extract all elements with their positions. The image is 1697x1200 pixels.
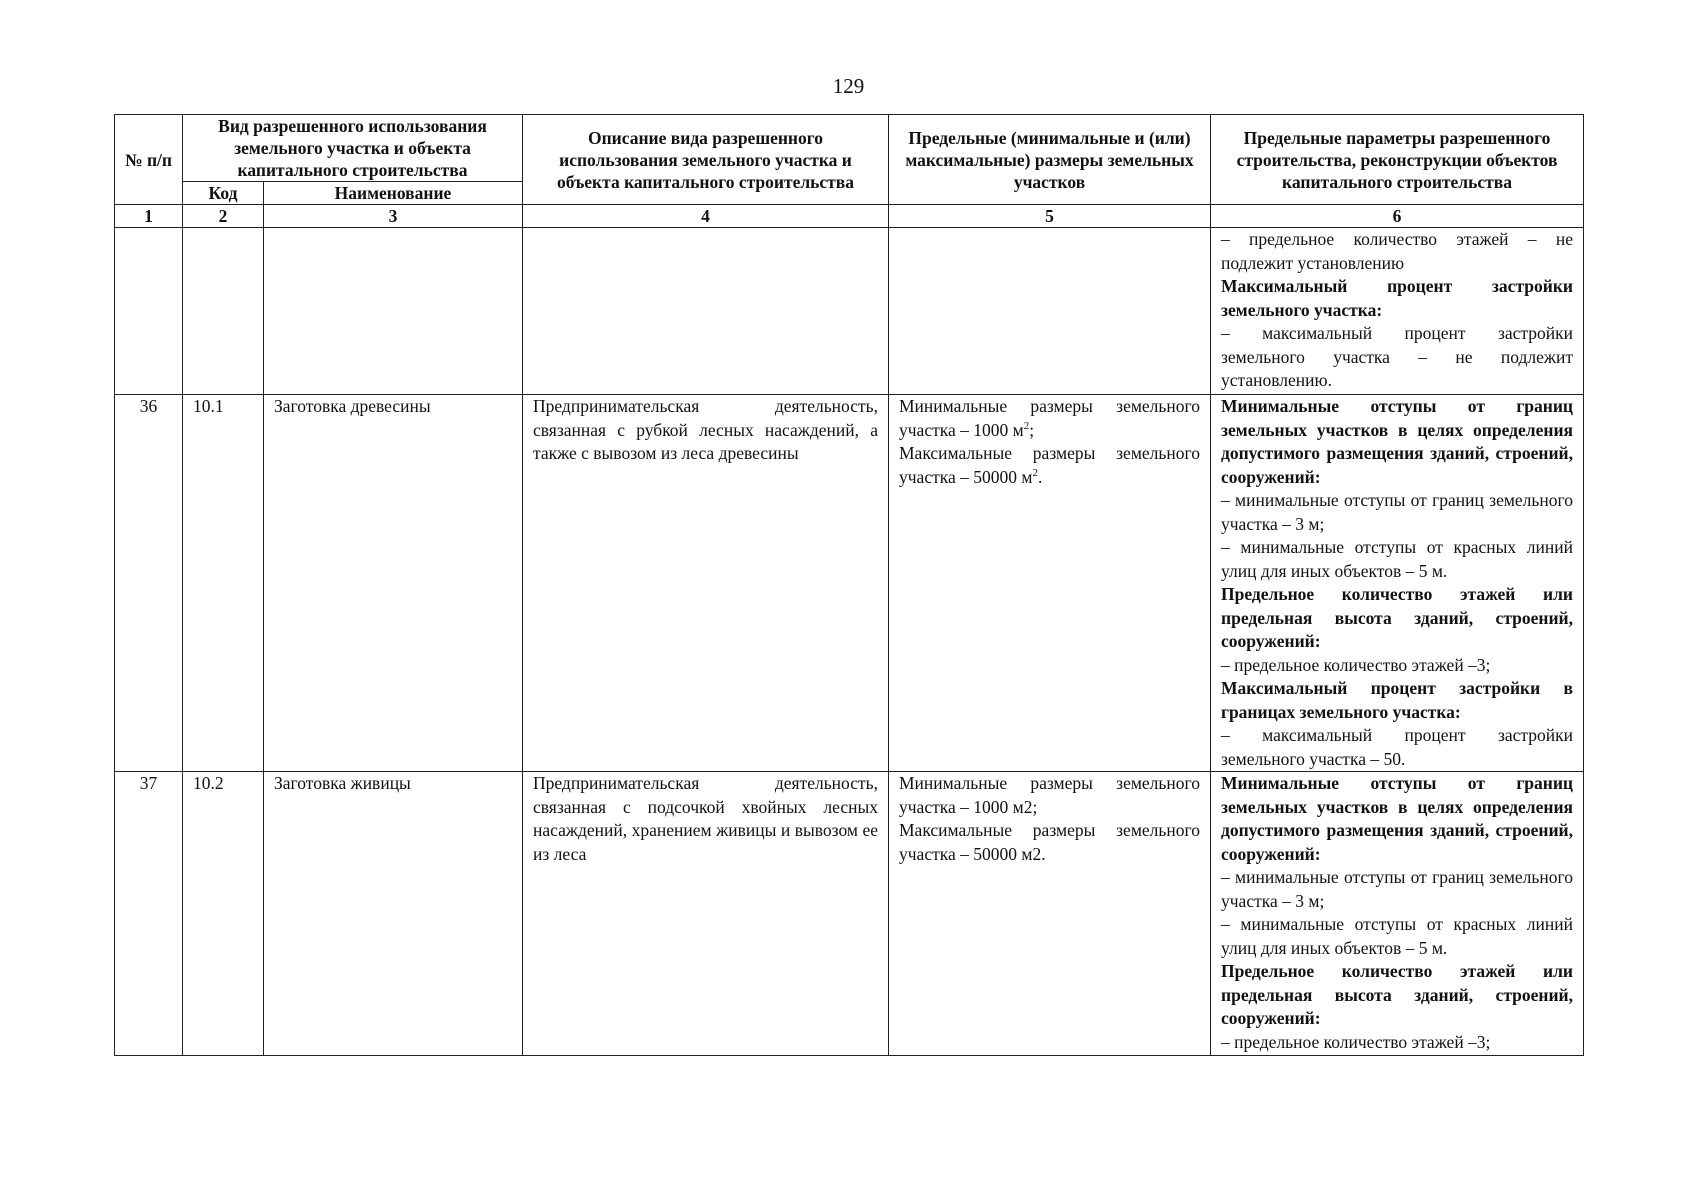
column-number: 2	[183, 205, 264, 228]
row-code: 10.1	[183, 395, 264, 772]
column-number: 5	[889, 205, 1211, 228]
column-number: 1	[115, 205, 183, 228]
params-line: – предельное количество этажей –3;	[1221, 1031, 1491, 1052]
row-plot-size	[889, 395, 1211, 772]
column-number: 3	[264, 205, 523, 228]
header-description: Описание вида разрешенного использования земельного участка и объекта капитального строительства	[523, 115, 889, 205]
header-code: Код	[183, 182, 264, 205]
size-min: Минимальные размеры земельного участка – 1000 м2;	[899, 773, 1200, 817]
params-heading: Минимальные отступы от границ земельных участков в целях определения допустимого размещения зданий, строений, сооружений:	[1221, 396, 1573, 487]
header-build-params: Предельные параметры разрешенного строительства, реконструкции объектов капитального строительства	[1211, 115, 1584, 205]
params-heading: Предельное количество этажей или предельная высота зданий, строений, сооружений:	[1221, 961, 1573, 1028]
row-name: Заготовка живицы	[264, 772, 523, 1056]
header-name: Наименование	[264, 182, 523, 205]
size-min: Минимальные размеры земельного участка – 1000 $м^2$;	[899, 396, 1200, 440]
row-number: 37	[115, 772, 183, 1056]
row-description: Предпринимательская деятельность, связанная с подсочкой хвойных лесных насаждений, хранением живицы и вывозом ее из леса	[523, 772, 889, 1056]
header-use-type: Вид разрешенного использования земельного участка и объекта капитального строительства	[183, 115, 523, 182]
params-line: – предельное количество этажей –3;	[1221, 654, 1491, 675]
params-heading: Минимальные отступы от границ земельных участков в целях определения допустимого размещения зданий, строений, сооружений:	[1221, 773, 1573, 864]
params-line: – предельное количество этажей – не подлежит установлению	[1221, 229, 1573, 273]
params-heading: Предельное количество этажей или предельная высота зданий, строений, сооружений:	[1221, 584, 1573, 651]
regulations-table	[114, 114, 1584, 1056]
size-max: Максимальные размеры земельного участка – 50000 $м^2$.	[899, 443, 1200, 487]
column-number: 6	[1211, 205, 1584, 228]
column-number-row	[115, 205, 1584, 228]
params-cell	[1211, 772, 1584, 1056]
header-number: № п/п	[115, 115, 183, 205]
table-row	[115, 772, 1584, 1056]
params-cell	[1211, 395, 1584, 772]
row-number: 36	[115, 395, 183, 772]
params-line: – минимальные отступы от красных линий улиц для иных объектов – 5 м.	[1221, 537, 1573, 581]
row-description: Предпринимательская деятельность, связанная с рубкой лесных насаждений, а также с вывозом из леса древесины	[523, 395, 889, 772]
row-code: 10.2	[183, 772, 264, 1056]
page-number: 129	[832, 74, 865, 98]
header-row	[115, 115, 1584, 182]
params-line: – минимальные отступы от красных линий улиц для иных объектов – 5 м.	[1221, 914, 1573, 958]
params-heading: Максимальный процент застройки земельного участка:	[1221, 276, 1573, 320]
row-name: Заготовка древесины	[264, 395, 523, 772]
table-row-continued	[115, 228, 1584, 395]
params-line: – максимальный процент застройки земельного участка – не подлежит установлению.	[1221, 323, 1573, 390]
params-cell	[1211, 228, 1584, 395]
params-line: – максимальный процент застройки земельного участка – 50.	[1221, 725, 1573, 769]
header-plot-size: Предельные (минимальные и (или) максимальные) размеры земельных участков	[889, 115, 1211, 205]
params-line: – минимальные отступы от границ земельного участка – 3 м;	[1221, 490, 1573, 534]
params-line: – минимальные отступы от границ земельного участка – 3 м;	[1221, 867, 1573, 911]
size-max: Максимальные размеры земельного участка – 50000 м2.	[899, 820, 1200, 864]
table-row	[115, 395, 1584, 772]
row-plot-size	[889, 772, 1211, 1056]
column-number: 4	[523, 205, 889, 228]
params-heading: Максимальный процент застройки в границах земельного участка:	[1221, 678, 1573, 722]
